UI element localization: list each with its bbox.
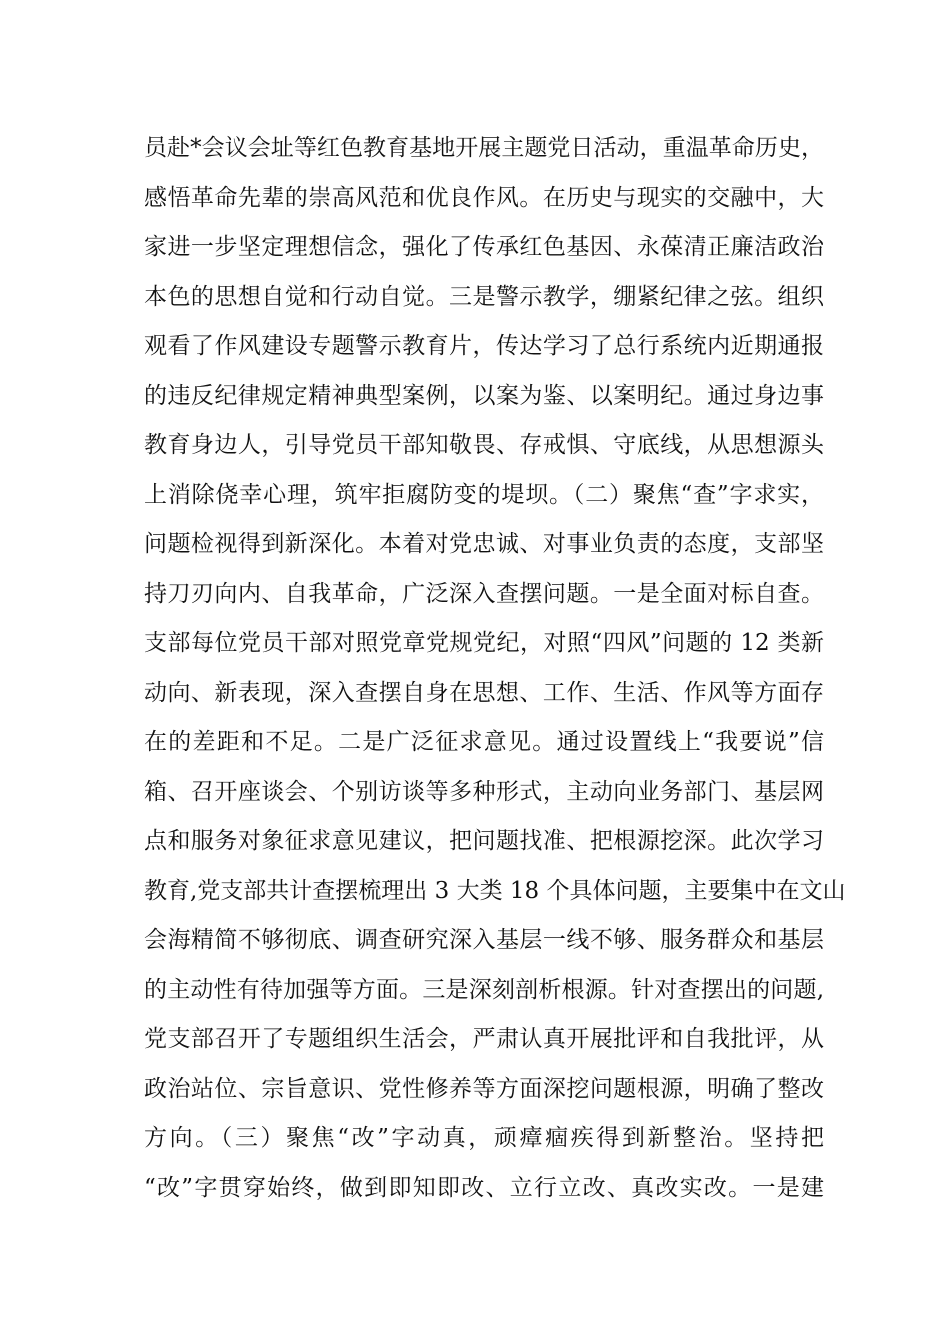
text-line: 支部每位党员干部对照党章党规党纪，对照“四风”问题的 12 类新	[144, 630, 824, 656]
text-line: 箱、召开座谈会、个别访谈等多种形式，主动向业务部门、基层网	[144, 778, 824, 805]
text-line: 在的差距和不足。二是广泛征求意见。通过设置线上“我要说”信	[144, 729, 824, 755]
text-line: 观看了作风建设专题警示教育片，传达学习了总行系统内近期通报	[144, 333, 824, 359]
text-line: 问题检视得到新深化。本着对党忠诚、对事业负责的态度，支部坚	[144, 531, 824, 557]
text-line: 的主动性有待加强等方面。三是深刻剖析根源。针对查摆出的问题,	[144, 976, 824, 1003]
text-line: 方向。（三）聚焦“改”字动真，顽瘴痼疾得到新整治。坚持把	[144, 1125, 824, 1151]
text-line: 员赴*会议会址等红色教育基地开展主题党日活动，重温革命历史，	[144, 135, 824, 161]
text-line: 的违反纪律规定精神典型案例，以案为鉴、以案明纪。通过身边事	[144, 382, 824, 409]
body-text	[144, 124, 846, 1213]
text-line: 持刀刃向内、自我革命，广泛深入查摆问题。一是全面对标自查。	[144, 580, 824, 607]
text-line: “改”字贯穿始终，做到即知即改、立行立改、真改实改。一是建	[144, 1174, 824, 1201]
text-line: 教育身边人，引导党员干部知敬畏、存戒惧、守底线，从思想源头	[144, 432, 824, 458]
text-line: 政治站位、宗旨意识、党性修养等方面深挖问题根源，明确了整改	[144, 1075, 824, 1102]
text-line: 上消除侥幸心理，筑牢拒腐防变的堤坝。（二）聚焦“查”字求实，	[144, 481, 824, 508]
text-line: 会海精简不够彻底、调查研究深入基层一线不够、服务群众和基层	[144, 927, 824, 953]
text-line: 本色的思想自觉和行动自觉。三是警示教学，绷紧纪律之弦。组织	[144, 283, 824, 310]
text-line: 党支部召开了专题组织生活会，严肃认真开展批评和自我批评，从	[144, 1026, 824, 1052]
text-line: 点和服务对象征求意见建议，把问题找准、把根源挖深。此次学习	[144, 828, 824, 854]
text-line: 感悟革命先辈的崇高风范和优良作风。在历史与现实的交融中，大	[144, 184, 824, 211]
text-line: 家进一步坚定理想信念，强化了传承红色基因、永葆清正廉洁政治	[144, 234, 824, 260]
text-line: 教育,党支部共计查摆梳理出 3 大类 18 个具体问题，主要集中在文山	[144, 877, 846, 904]
text-line: 动向、新表现，深入查摆自身在思想、工作、生活、作风等方面存	[144, 679, 824, 706]
